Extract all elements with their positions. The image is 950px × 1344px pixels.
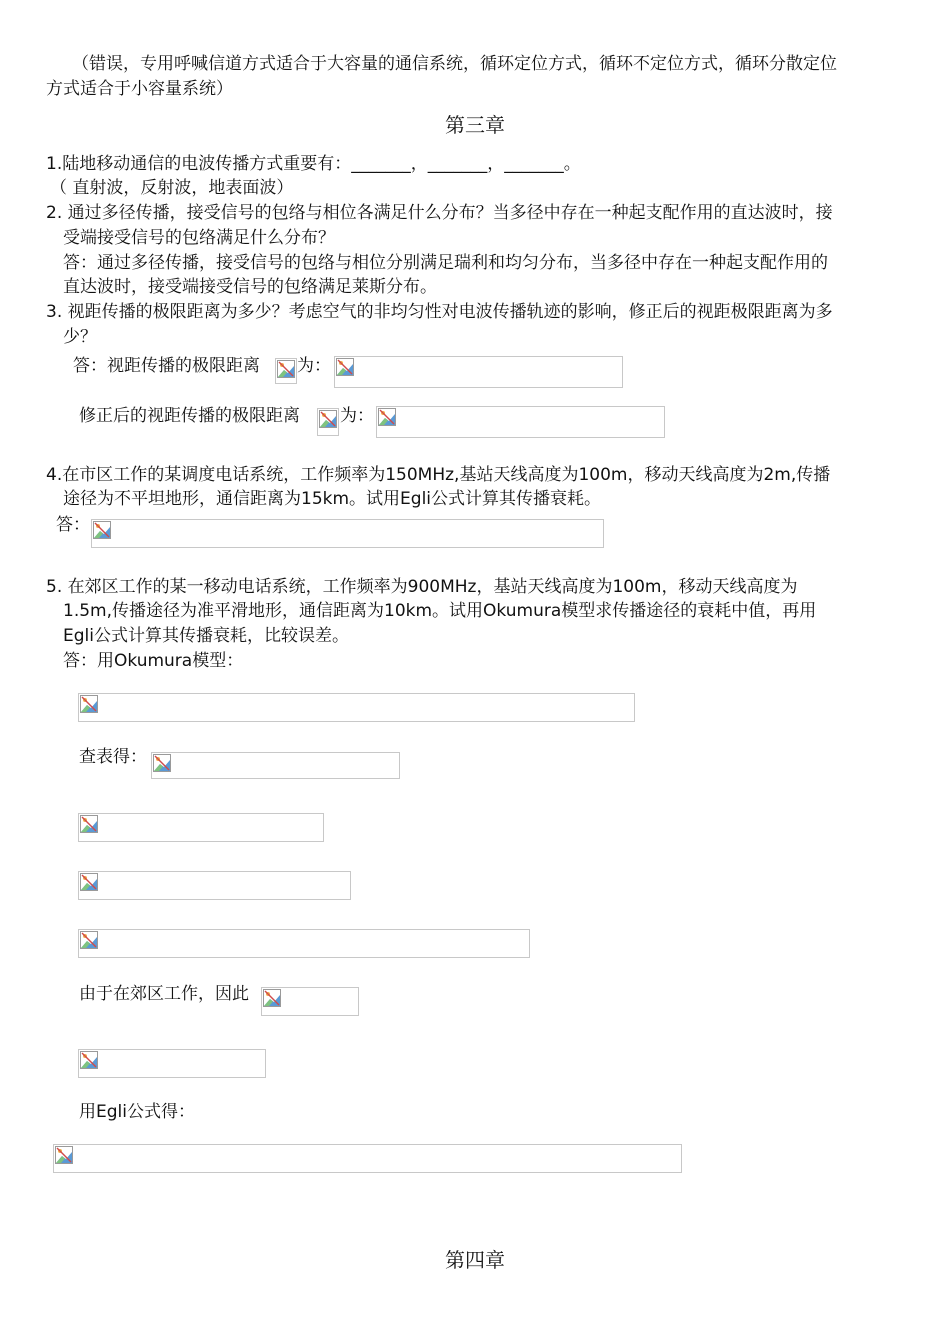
intro-line-1: （错误，专用呼喊信道方式适合于大容量的通信系统，循环定位方式，循环不定位方式，循环分散定位 xyxy=(72,54,837,74)
q1-answer: （ 直射波，反射波，地表面波） xyxy=(50,178,294,198)
broken-image-icon xyxy=(80,873,98,891)
formula-image xyxy=(376,406,665,438)
formula-image xyxy=(151,752,400,779)
broken-image-icon xyxy=(277,360,295,378)
q3-answer-1-for: 为： xyxy=(297,356,331,376)
q2-answer-line-2: 直达波时，接受端接受信号的包络满足莱斯分布。 xyxy=(63,277,437,297)
q2-line-1: 2. 通过多径传播，接受信号的包络与相位各满足什么分布？当多径中存在一种起支配作用的直达波时，接 xyxy=(46,203,833,223)
q5-egli-label: 用Egli公式得： xyxy=(79,1102,195,1122)
formula-image xyxy=(78,693,635,722)
q4-line-2: 途径为不平坦地形，通信距离为15km。试用Egli公式计算其传播衰耗。 xyxy=(63,489,602,509)
q5-lookup-label: 查表得： xyxy=(79,747,147,767)
q3-answer-2-text: 修正后的视距传播的极限距离 xyxy=(79,406,300,426)
formula-image xyxy=(334,356,623,388)
q3-line-1: 3. 视距传播的极限距离为多少？考虑空气的非均匀性对电波传播轨迹的影响，修正后的视距极限距离为多 xyxy=(46,302,833,322)
chapter-3-heading: 第三章 xyxy=(445,113,505,137)
q2-line-2: 受端接受信号的包络满足什么分布？ xyxy=(63,228,335,248)
broken-image-icon xyxy=(153,754,171,772)
formula-image xyxy=(78,871,351,900)
q1-text: 1.陆地移动通信的电波传播方式重要有：_______，_______，_______。 xyxy=(46,154,581,174)
broken-image-icon xyxy=(319,410,337,428)
q5-suburb-text: 由于在郊区工作，因此 xyxy=(79,984,249,1004)
formula-image xyxy=(78,929,530,958)
q4-line-1: 4.在市区工作的某调度电话系统，工作频率为150MHz,基站天线高度为100m，移动天线高度为2m,传播 xyxy=(46,465,831,485)
q5-line-3: Egli公式计算其传播衰耗，比较误差。 xyxy=(63,626,349,646)
q3-answer-1-text: 答：视距传播的极限距离 xyxy=(73,356,260,376)
broken-image-icon xyxy=(263,989,281,1007)
formula-image xyxy=(78,813,324,842)
q4-answer-label: 答： xyxy=(56,515,90,535)
broken-image-icon xyxy=(80,695,98,713)
broken-image-icon xyxy=(80,815,98,833)
formula-image xyxy=(261,987,359,1016)
broken-image-icon xyxy=(80,931,98,949)
broken-image-icon xyxy=(336,358,354,376)
broken-image-icon xyxy=(378,408,396,426)
q3-answer-2-for: 为： xyxy=(340,406,374,426)
q5-line-2: 1.5m,传播途径为准平滑地形，通信距离为10km。试用Okumura模型求传播途径的衰耗中值，再用 xyxy=(63,601,817,621)
broken-image-icon xyxy=(80,1051,98,1069)
formula-image xyxy=(91,519,604,548)
q2-answer-line-1: 答：通过多径传播，接受信号的包络与相位分别满足瑞利和均匀分布，当多径中存在一种起支配作用的 xyxy=(63,253,828,273)
broken-image-icon xyxy=(93,521,111,539)
formula-image xyxy=(78,1049,266,1078)
q5-line-1: 5. 在郊区工作的某一移动电话系统，工作频率为900MHz，基站天线高度为100m，移动天线高度为 xyxy=(46,577,798,597)
formula-image xyxy=(53,1144,682,1173)
broken-image-icon xyxy=(55,1146,73,1164)
chapter-4-heading: 第四章 xyxy=(445,1248,505,1272)
formula-image xyxy=(317,408,339,436)
formula-image xyxy=(275,358,297,384)
intro-line-2: 方式适合于小容量系统） xyxy=(46,79,233,99)
q3-line-2: 少？ xyxy=(63,327,97,347)
q5-answer-label: 答：用Okumura模型： xyxy=(63,651,244,671)
